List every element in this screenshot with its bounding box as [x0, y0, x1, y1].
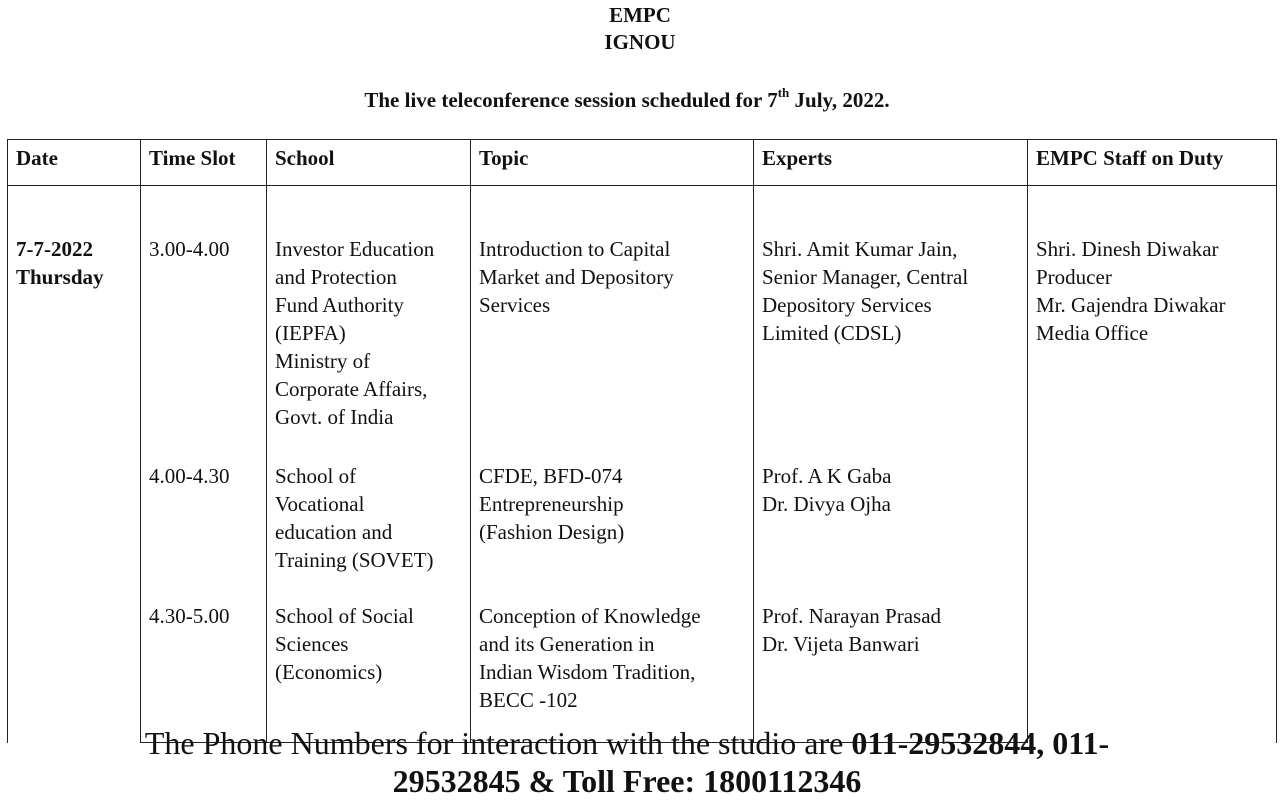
school-cell [267, 462, 471, 602]
expert-line: Prof. Narayan Prasad [762, 604, 942, 628]
table-header-row [8, 140, 1277, 186]
staff-line: Mr. Gajendra Diwakar [1036, 293, 1226, 317]
staff-cell [1028, 186, 1277, 743]
experts-cell [754, 462, 1028, 602]
expert-line: Limited (CDSL) [762, 321, 902, 345]
school-line: School of Social [275, 604, 414, 628]
phone-numbers-part2: 29532845 & Toll Free: 1800112346 [392, 763, 862, 799]
topic-cell [471, 602, 754, 743]
time-slot-cell [141, 602, 267, 743]
school-line: and Protection [275, 265, 397, 289]
time-slot-cell [141, 462, 267, 602]
day-value: Thursday [16, 265, 104, 289]
column-header-date: Date [8, 140, 141, 186]
topic-line: Services [479, 293, 551, 317]
expert-line: Depository Services [762, 293, 932, 317]
school-cell [267, 186, 471, 463]
staff-line: Producer [1036, 265, 1112, 289]
school-line: education and [275, 520, 393, 544]
time-slot: 3.00-4.00 [149, 237, 230, 261]
subtitle-text-before: The live teleconference session scheduled for 7 [364, 88, 778, 112]
session-subtitle [0, 86, 1254, 114]
school-line: Govt. of India [275, 405, 394, 429]
school-cell [267, 602, 471, 743]
school-line: Corporate Affairs, [275, 377, 428, 401]
school-line: School of [275, 464, 357, 488]
time-slot: 4.00-4.30 [149, 464, 230, 488]
school-line: (IEPFA) [275, 321, 346, 345]
topic-line: BECC -102 [479, 688, 578, 712]
expert-line: Prof. A K Gaba [762, 464, 892, 488]
schedule-table [7, 139, 1277, 743]
phone-numbers-note [0, 724, 1254, 800]
expert-line: Senior Manager, Central [762, 265, 969, 289]
school-line: (Economics) [275, 660, 383, 684]
topic-line: Indian Wisdom Tradition, [479, 660, 696, 684]
expert-line: Dr. Vijeta Banwari [762, 632, 920, 656]
topic-line: (Fashion Design) [479, 520, 625, 544]
subtitle-text-after: July, 2022. [789, 88, 890, 112]
topic-cell [471, 186, 754, 463]
expert-line: Dr. Divya Ojha [762, 492, 891, 516]
staff-line: Shri. Dinesh Diwakar [1036, 237, 1219, 261]
topic-line: Market and Depository [479, 265, 674, 289]
experts-cell [754, 186, 1028, 463]
experts-cell [754, 602, 1028, 743]
doc-header-empc: EMPC [609, 3, 671, 27]
school-line: Sciences [275, 632, 349, 656]
time-slot-cell [141, 186, 267, 463]
topic-line: and its Generation in [479, 632, 655, 656]
expert-line: Shri. Amit Kumar Jain, [762, 237, 958, 261]
column-header-staff: EMPC Staff on Duty [1028, 140, 1277, 186]
school-line: Training (SOVET) [275, 548, 434, 572]
column-header-school: School [267, 140, 471, 186]
column-header-topic: Topic [471, 140, 754, 186]
staff-line: Media Office [1036, 321, 1149, 345]
footer-text: The Phone Numbers for interaction with the studio are [144, 725, 852, 761]
topic-line: Conception of Knowledge [479, 604, 701, 628]
column-header-experts: Experts [754, 140, 1028, 186]
time-slot: 4.30-5.00 [149, 604, 230, 628]
topic-line: CFDE, BFD-074 [479, 464, 623, 488]
school-line: Ministry of [275, 349, 371, 373]
topic-line: Introduction to Capital [479, 237, 671, 261]
school-line: Vocational [275, 492, 365, 516]
table-row [8, 186, 1277, 463]
subtitle-superscript: th [777, 85, 790, 100]
school-line: Investor Education [275, 237, 435, 261]
phone-numbers-part1: 011-29532844, 011- [851, 725, 1110, 761]
topic-line: Entrepreneurship [479, 492, 624, 516]
date-cell [8, 186, 141, 743]
topic-cell [471, 462, 754, 602]
doc-header-ignou: IGNOU [604, 30, 676, 54]
school-line: Fund Authority [275, 293, 404, 317]
date-value: 7-7-2022 [16, 237, 93, 261]
column-header-time-slot: Time Slot [141, 140, 267, 186]
